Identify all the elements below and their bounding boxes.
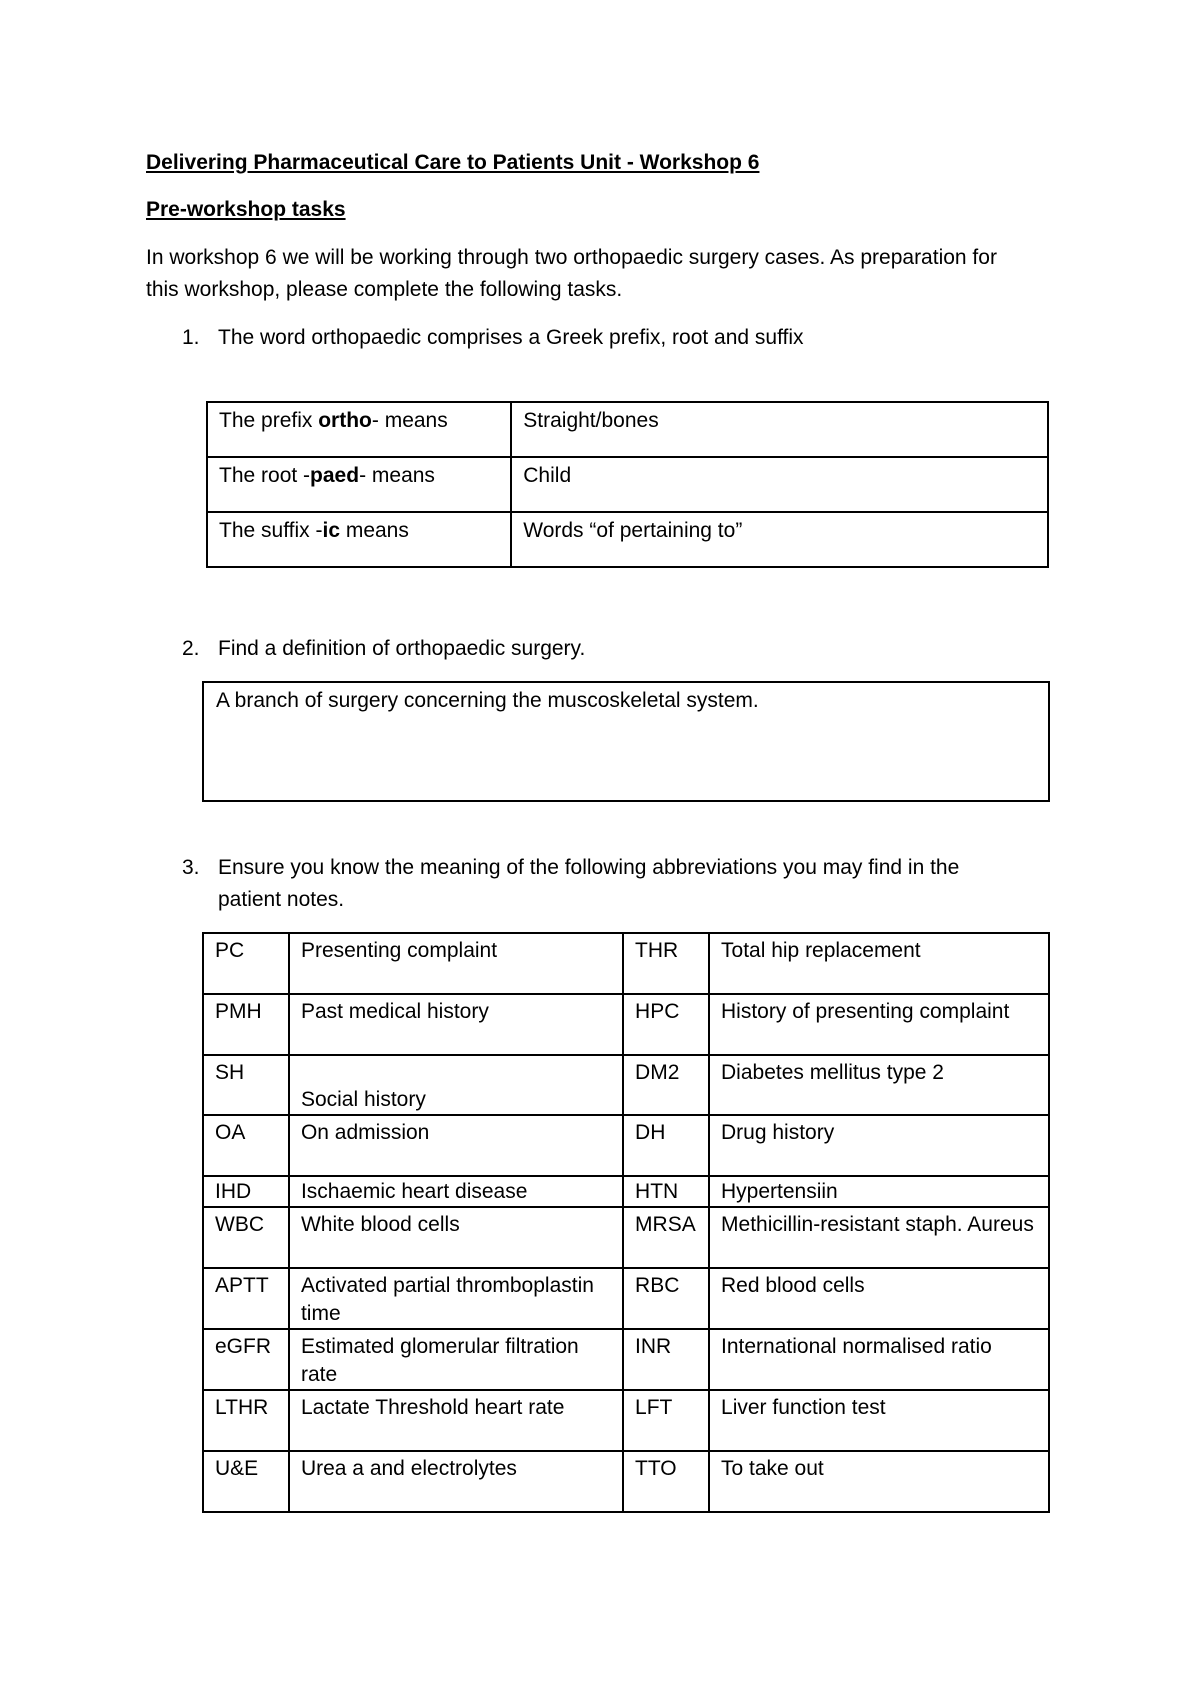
meaning-cell: Hypertensiin bbox=[709, 1176, 1049, 1207]
intro-text-line-1: In workshop 6 we will be working through two orthopaedic surgery cases. As preparation for bbox=[146, 246, 997, 269]
table-row bbox=[207, 457, 1048, 512]
task-3-number: 3. bbox=[182, 856, 200, 879]
meaning-cell: Drug history bbox=[709, 1115, 1049, 1176]
abbreviation-cell: SH bbox=[203, 1055, 289, 1115]
meaning-cell: Methicillin-resistant staph. Aureus bbox=[709, 1207, 1049, 1268]
table-row bbox=[207, 512, 1048, 567]
abbreviation-cell: PMH bbox=[203, 994, 289, 1055]
page-title: Delivering Pharmaceutical Care to Patients Unit - Workshop 6 bbox=[146, 151, 760, 174]
meaning-cell: Words “of pertaining to” bbox=[511, 512, 1048, 567]
table-row bbox=[203, 1268, 1049, 1329]
table-row bbox=[203, 1207, 1049, 1268]
word-part-cell: The root -paed- means bbox=[207, 457, 511, 512]
table-row bbox=[203, 1055, 1049, 1115]
abbreviation-cell: LFT bbox=[623, 1390, 709, 1451]
table-row bbox=[203, 1176, 1049, 1207]
meaning-cell: International normalised ratio bbox=[709, 1329, 1049, 1390]
abbreviation-cell: LTHR bbox=[203, 1390, 289, 1451]
abbreviation-cell: DH bbox=[623, 1115, 709, 1176]
meaning-cell: Social history bbox=[289, 1055, 623, 1115]
table-row bbox=[203, 1451, 1049, 1512]
abbreviation-cell: INR bbox=[623, 1329, 709, 1390]
abbreviation-cell: OA bbox=[203, 1115, 289, 1176]
meaning-cell: Red blood cells bbox=[709, 1268, 1049, 1329]
abbreviation-cell: TTO bbox=[623, 1451, 709, 1512]
meaning-cell: Presenting complaint bbox=[289, 933, 623, 994]
abbreviation-cell: APTT bbox=[203, 1268, 289, 1329]
word-parts-table bbox=[206, 401, 1049, 568]
task-1-number: 1. bbox=[182, 326, 200, 349]
abbreviation-cell: RBC bbox=[623, 1268, 709, 1329]
meaning-cell: History of presenting complaint bbox=[709, 994, 1049, 1055]
table-row bbox=[203, 1390, 1049, 1451]
abbreviation-cell: DM2 bbox=[623, 1055, 709, 1115]
definition-answer-box: A branch of surgery concerning the muscoskeletal system. bbox=[202, 681, 1050, 802]
abbreviation-cell: eGFR bbox=[203, 1329, 289, 1390]
meaning-cell: Child bbox=[511, 457, 1048, 512]
table-row bbox=[203, 1329, 1049, 1390]
meaning-cell: Total hip replacement bbox=[709, 933, 1049, 994]
word-part-cell: The prefix ortho- means bbox=[207, 402, 511, 457]
task-3-text-line-1: Ensure you know the meaning of the following abbreviations you may find in the bbox=[218, 856, 960, 879]
meaning-cell: Urea a and electrolytes bbox=[289, 1451, 623, 1512]
section-heading: Pre-workshop tasks bbox=[146, 198, 346, 221]
task-2-text: Find a definition of orthopaedic surgery. bbox=[218, 637, 586, 660]
intro-text-line-2: this workshop, please complete the following tasks. bbox=[146, 278, 623, 301]
abbreviation-cell: HPC bbox=[623, 994, 709, 1055]
abbreviation-cell: THR bbox=[623, 933, 709, 994]
meaning-cell: To take out bbox=[709, 1451, 1049, 1512]
table-row bbox=[203, 994, 1049, 1055]
abbreviation-cell: IHD bbox=[203, 1176, 289, 1207]
abbreviation-cell: U&E bbox=[203, 1451, 289, 1512]
meaning-cell: Straight/bones bbox=[511, 402, 1048, 457]
abbreviation-cell: HTN bbox=[623, 1176, 709, 1207]
table-row bbox=[203, 1115, 1049, 1176]
abbreviation-cell: PC bbox=[203, 933, 289, 994]
meaning-cell: Estimated glomerular filtration rate bbox=[289, 1329, 623, 1390]
task-1-text: The word orthopaedic comprises a Greek prefix, root and suffix bbox=[218, 326, 804, 349]
meaning-cell: Diabetes mellitus type 2 bbox=[709, 1055, 1049, 1115]
meaning-cell: White blood cells bbox=[289, 1207, 623, 1268]
meaning-cell: Ischaemic heart disease bbox=[289, 1176, 623, 1207]
meaning-cell: Past medical history bbox=[289, 994, 623, 1055]
meaning-cell: Lactate Threshold heart rate bbox=[289, 1390, 623, 1451]
table-row bbox=[203, 933, 1049, 994]
table-row bbox=[207, 402, 1048, 457]
abbreviations-table bbox=[202, 932, 1050, 1513]
task-2-number: 2. bbox=[182, 637, 200, 660]
task-3-text-line-2: patient notes. bbox=[218, 888, 345, 911]
meaning-cell: Liver function test bbox=[709, 1390, 1049, 1451]
meaning-cell: On admission bbox=[289, 1115, 623, 1176]
abbreviation-cell: MRSA bbox=[623, 1207, 709, 1268]
meaning-cell: Activated partial thromboplastin time bbox=[289, 1268, 623, 1329]
abbreviation-cell: WBC bbox=[203, 1207, 289, 1268]
word-part-cell: The suffix -ic means bbox=[207, 512, 511, 567]
